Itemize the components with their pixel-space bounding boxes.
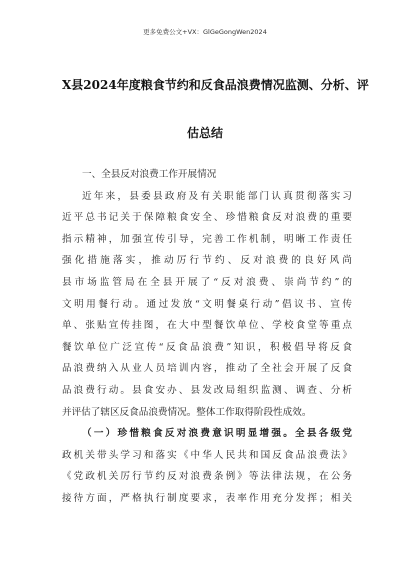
header-note: 更多免费公文+VX：GlGeGongWen2024: [143, 28, 267, 36]
document-body: [62, 164, 352, 510]
paragraph-line: 政机关带头学习和落实《中华人民共和国反食品浪费法》: [62, 449, 352, 461]
paragraph-line: 指示精神，加强宣传引导，完善工作机制，明晰工作责任: [62, 233, 352, 245]
paragraph-line: 品浪费纳入从业人员培训内容，推动了全社会开展了反食: [62, 363, 352, 375]
paragraph-line: 餐饮单位广泛宣传“反食品浪费”知识，积极倡导将反食: [62, 341, 352, 353]
paragraph-line: 近年来，县委县政府及有关职能部门认真贯彻落实习: [82, 190, 352, 202]
paragraph-line: 文明用餐行动。通过发放“文明餐桌行动”倡议书、宣传: [62, 298, 352, 310]
paragraph-line: 单、张贴宣传挂图，在大中型餐饮单位、学校食堂等重点: [62, 320, 352, 332]
document-title-line-2: 估总结: [186, 126, 223, 140]
section-heading: 一、全县反对浪费工作开展情况: [82, 169, 217, 180]
paragraph-line: 并评估了辖区反食品浪费情况。整体工作取得阶段性成效。: [62, 406, 312, 418]
paragraph-line: 强化措施落实，推动厉行节约、反对浪费的良好风尚: [62, 255, 352, 267]
paragraph-line: 接待方面，严格执行制度要求，表率作用充分发挥；相关: [62, 492, 352, 504]
subsection-heading-line: （一）珍惜粮食反对浪费意识明显增强。全县各级党: [82, 428, 352, 440]
document-title-line-1: X县2024年度粮食节约和反食品浪费情况监测、分析、评: [62, 78, 369, 92]
paragraph-line: 县市场监管局在全县开展了“反对浪费、崇尚节约”的: [62, 276, 352, 288]
paragraph-line: 《党政机关厉行节约反对浪费条例》等法律法规，在公务: [62, 471, 352, 483]
paragraph-line: 近平总书记关于保障粮食安全、珍惜粮食反对浪费的重要: [62, 212, 352, 224]
paragraph-line: 品浪费行动。县食安办、县发改局组织监测、调查、分析: [62, 384, 352, 396]
